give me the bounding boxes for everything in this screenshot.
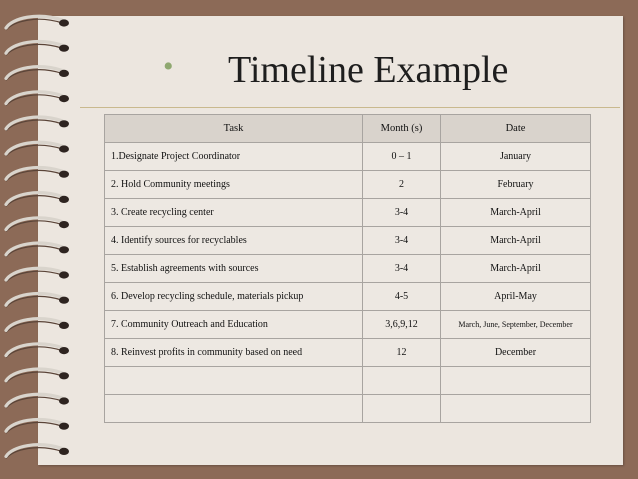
header-months: Month (s) — [363, 115, 441, 143]
title-divider — [80, 107, 620, 108]
binding-ring — [6, 419, 69, 433]
header-date: Date — [441, 115, 591, 143]
binding-ring — [6, 319, 69, 333]
table-row — [105, 199, 591, 227]
table-header-row — [105, 115, 591, 143]
task-cell: 2. Hold Community meetings — [105, 171, 363, 199]
task-cell: 7. Community Outreach and Education — [105, 311, 363, 339]
date-cell — [441, 395, 591, 423]
table-row — [105, 171, 591, 199]
date-cell: April-May — [441, 283, 591, 311]
table-row — [105, 255, 591, 283]
binding-ring — [6, 142, 69, 156]
table-row — [105, 143, 591, 171]
date-cell — [441, 367, 591, 395]
months-cell: 3-4 — [363, 227, 441, 255]
task-cell: 5. Establish agreements with sources — [105, 255, 363, 283]
months-cell: 12 — [363, 339, 441, 367]
date-cell: December — [441, 339, 591, 367]
table-row-empty — [105, 367, 591, 395]
binding-ring — [6, 117, 69, 131]
months-cell: 2 — [363, 171, 441, 199]
header-task: Task — [105, 115, 363, 143]
task-cell — [105, 367, 363, 395]
binding-ring — [6, 268, 69, 282]
months-cell — [363, 395, 441, 423]
binding-ring — [6, 243, 69, 257]
task-cell: 4. Identify sources for recyclables — [105, 227, 363, 255]
task-cell: 8. Reinvest profits in community based on need — [105, 339, 363, 367]
table-row — [105, 311, 591, 339]
task-cell — [105, 395, 363, 423]
months-cell — [363, 367, 441, 395]
table-row — [105, 227, 591, 255]
months-cell: 4-5 — [363, 283, 441, 311]
binding-ring — [6, 293, 69, 307]
date-cell: March-April — [441, 199, 591, 227]
binding-ring — [6, 394, 69, 408]
binding-ring — [6, 445, 69, 459]
binding-ring — [6, 344, 69, 358]
binding-ring — [6, 193, 69, 207]
timeline-table — [104, 114, 591, 423]
months-cell: 3-4 — [363, 199, 441, 227]
binding-ring — [6, 218, 69, 232]
binding-ring — [6, 369, 69, 383]
binding-ring — [6, 167, 69, 181]
months-cell: 3,6,9,12 — [363, 311, 441, 339]
date-cell: February — [441, 171, 591, 199]
date-cell: March-April — [441, 227, 591, 255]
table-row-empty — [105, 395, 591, 423]
slide-title: Timeline Example — [228, 49, 509, 91]
table-row — [105, 283, 591, 311]
task-cell: 6. Develop recycling schedule, materials pickup — [105, 283, 363, 311]
months-cell: 3-4 — [363, 255, 441, 283]
task-cell: 3. Create recycling center — [105, 199, 363, 227]
months-cell: 0 – 1 — [363, 143, 441, 171]
table-row — [105, 339, 591, 367]
date-cell: January — [441, 143, 591, 171]
bullet-icon: • — [163, 50, 174, 83]
date-cell: March, June, September, December — [441, 311, 591, 339]
date-cell: March-April — [441, 255, 591, 283]
task-cell: 1.Designate Project Coordinator — [105, 143, 363, 171]
title-area — [0, 0, 638, 100]
